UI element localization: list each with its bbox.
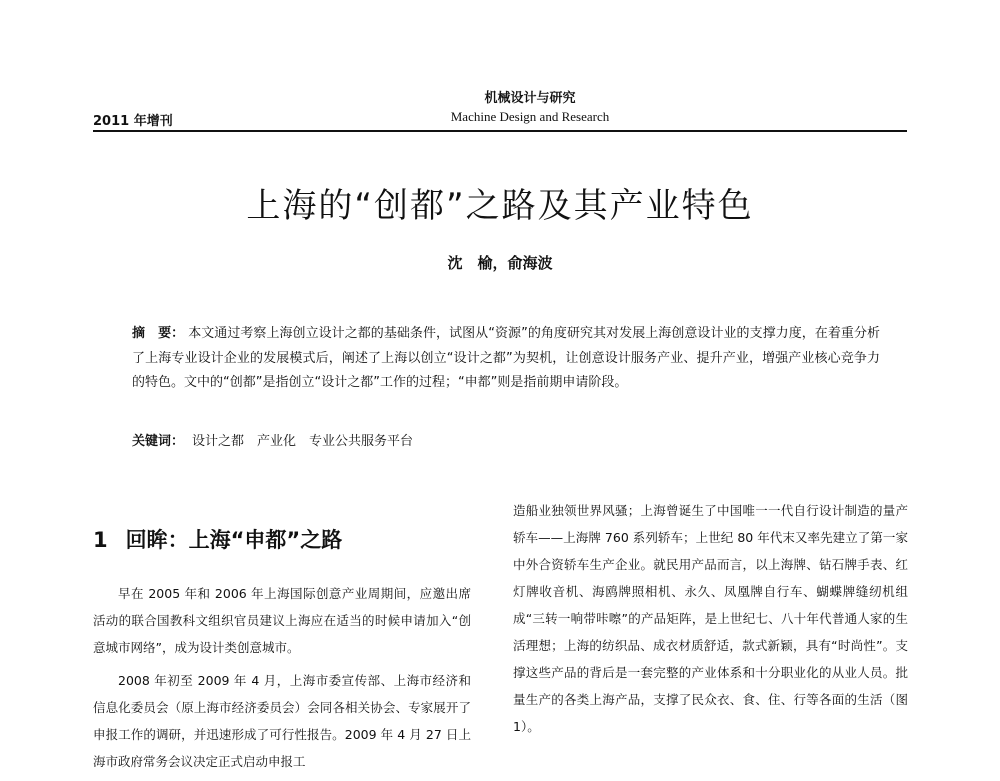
section-number: 1	[93, 528, 108, 552]
keywords	[132, 430, 880, 449]
abstract-label: 摘 要：	[132, 326, 185, 341]
abstract	[132, 322, 880, 396]
keywords-label: 关键词：	[132, 434, 185, 449]
abstract-text: 本文通过考察上海创立设计之都的基础条件，试图从“资源”的角度研究其对发展上海创意设计业的支撑力度，在着重分析了上海专业设计企业的发展模式后，阐述了上海以创立“设计之都”为契机，让创意设计服务产业、提升产业，增强产业核心竞争力的特色。文中的“创都”是指创立“设计之都”工作的过程；“申都”则是指前期申请阶段。	[132, 326, 880, 390]
left-column	[93, 580, 471, 781]
journal-name-en: Machine Design and Research	[450, 109, 610, 124]
right-column	[513, 497, 908, 740]
section-heading	[93, 524, 342, 554]
paper-title: 上海的“创都”之路及其产业特色	[246, 186, 754, 226]
paragraph: 造船业独领世界风骚；上海曾诞生了中国唯一一代自行设计制造的量产轿车——上海牌 760 系列轿车；上世纪 80 年代末又率先建立了第一家中外合资轿车生产企业。就民用产品而言，以上海牌、钻石牌手表、红灯牌收音机、海鸥牌照相机、永久、凤凰牌自行车、蝴蝶牌缝纫机组成“三转一响带咔嚓”的产品矩阵，是上世纪七、八十年代普通人家的生活理想；上海的纺织品、成衣材质舒适，款式新颖，具有“时尚性”。支撑这些产品的背后是一套完整的产业体系和十分职业化的从业人员。批量生产的各类上海产品，支撑了民众衣、食、住、行等各面的生活（图 1）。	[513, 503, 908, 734]
paper-authors: 沈 榆，俞海波	[447, 254, 553, 272]
issue-label: 2011 年增刊	[93, 114, 173, 129]
section-title-text: 回眸：上海“申都”之路	[125, 528, 343, 552]
header-divider	[93, 130, 907, 132]
journal-header	[420, 90, 640, 126]
keywords-text: 设计之都 产业化 专业公共服务平台	[192, 434, 414, 449]
paragraph: 2008 年初至 2009 年 4 月，上海市委宣传部、上海市经济和信息化委员会（原上海市经济委员会）会同各相关协会、专家展开了申报工作的调研，并迅速形成了可行性报告。2009 年 4 月 27 日上海市政府常务会议决定正式启动申报工	[93, 673, 471, 769]
journal-name-cn: 机械设计与研究	[484, 91, 576, 106]
paragraph: 早在 2005 年和 2006 年上海国际创意产业周期间，应邀出席活动的联合国教科文组织官员建议上海应在适当的时候申请加入“创意城市网络”，成为设计类创意城市。	[93, 586, 471, 655]
